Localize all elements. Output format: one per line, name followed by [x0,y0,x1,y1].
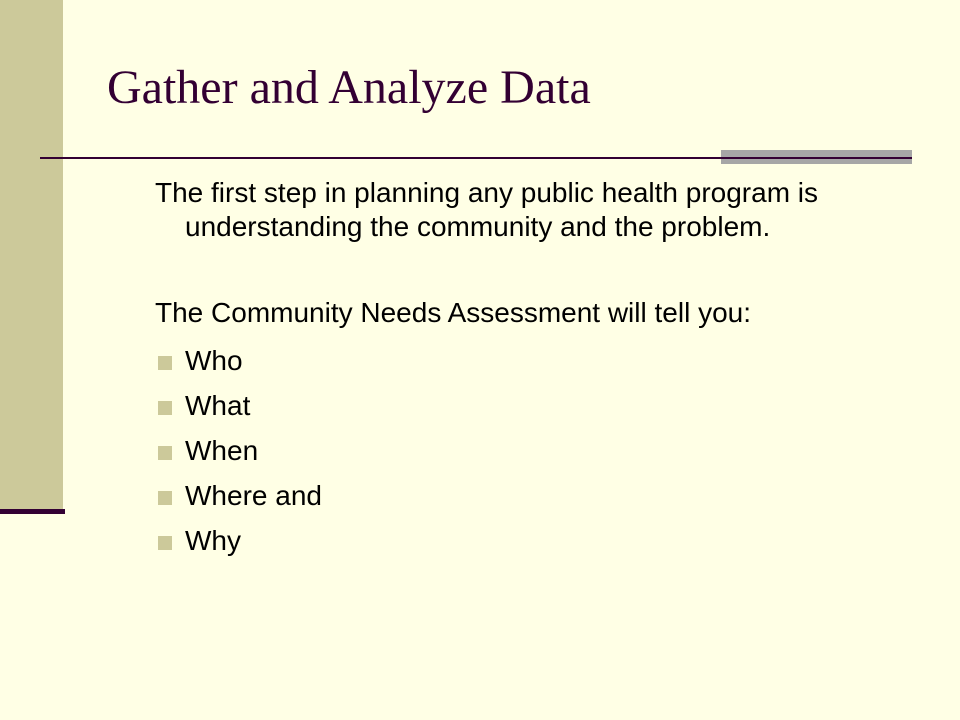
bullet-text: Where and [185,480,322,511]
left-sidebar-bar [0,0,63,510]
bullet-text: Why [185,525,241,556]
bullet-item-where [155,479,915,524]
square-bullet-icon [158,401,172,415]
square-bullet-icon [158,491,172,505]
bullet-item-why [155,524,915,569]
square-bullet-icon [158,446,172,460]
bullet-text: What [185,390,251,421]
intro-paragraph: The first step in planning any public health program is understanding the community and the problem. [155,177,819,242]
title-underline-accent [721,150,912,157]
bullet-item-when [155,434,915,479]
bullet-item-who [155,344,915,389]
slide-body [155,176,915,569]
square-bullet-icon [158,536,172,550]
bullet-text: Who [185,345,243,376]
slide-title: Gather and Analyze Data [107,61,591,114]
bullet-item-what [155,389,915,434]
bullet-text: When [185,435,259,466]
bullet-list [155,344,915,569]
title-underline-accent-lower [721,159,912,164]
square-bullet-icon [158,356,172,370]
left-sidebar-accent [0,509,65,514]
assessment-paragraph: The Community Needs Assessment will tell you: [155,297,751,328]
